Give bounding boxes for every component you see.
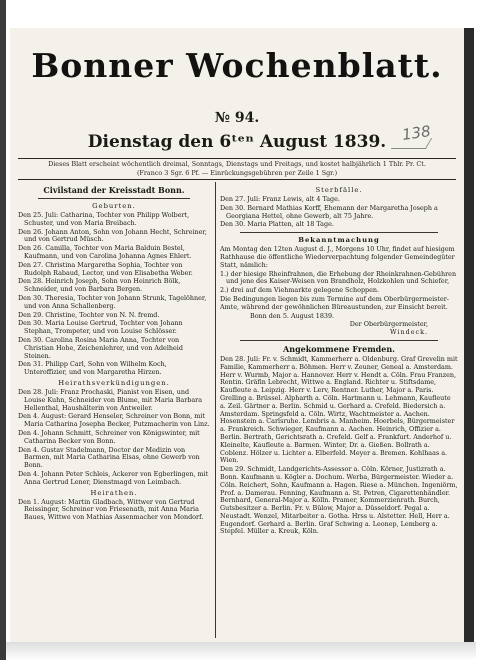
scan-edge (0, 0, 6, 660)
header-rule (18, 158, 456, 159)
death-entry: Den 30. Bernard Mathias Korff, Ehemann der Margaretha Joseph a Georgiana Hettel, ohne Gewerb, alt 75 Jahre. (220, 203, 438, 220)
divider (240, 340, 438, 341)
banns-entry: Den 4. August: Gerard Henseler, Schreiner von Bonn, mit Maria Catharina Josepha Becker, Putzmacherin von Linz. (18, 412, 210, 429)
info-line-1: Dieses Blatt erscheint wöchentlich dreimal, Sonntags, Dienstags und Freitags, und kostet halbjährlich 1 Thlr. Pr. Ct. (48, 160, 426, 168)
birth-entry: Den 29. Christine, Tochter von N. N. fremd. (18, 310, 160, 319)
birth-entry: Den 30. Carolina Rosina Maria Anna, Tochter von Christian Hohe, Zeichenlehrer, und von Adelheid Steinen. (18, 335, 183, 360)
newspaper-page (10, 28, 474, 642)
info-rule (18, 179, 456, 180)
divider (38, 198, 190, 199)
death-entry: Den 30. Maria Platten, alt 18 Tage. (220, 220, 334, 229)
handwritten-note: 138 (400, 122, 432, 144)
divider (240, 232, 438, 233)
arrivals-title: Angekommene Fremden. (283, 343, 395, 354)
left-column (18, 184, 210, 638)
birth-entry: Den 25. Juli: Catharina, Tochter von Philipp Wolbert, Schuster, und von Maria Breibach. (18, 211, 190, 227)
banns-entry: Den 4. Gustav Stadelmann, Doctor der Medizin von Barmen, mit Maria Catharina Elsas, ohne Gewerb von Bonn. (18, 445, 200, 470)
notice-title: Bekanntmachung (298, 236, 380, 245)
notice-body: Am Montag den 12ten August d. J., Morgens 10 Uhr, findet auf hiesigem Rathhause die öffentliche Wiederverpachtung folgender Gemeindegüter Statt, nämlich: (220, 245, 455, 269)
marriage-entry: Den 1. August: Martin Gladbach, Wittwer von Gertrud Reissinger, Schreiner von Friesenath, mit Anna Maria Baues, Wittwe von Mathias Assenmacher von Mondorf. (18, 497, 204, 522)
column-divider (215, 182, 216, 638)
notice-tail: Die Bedingungen liegen bis zum Termine auf dem Oberbürgermeister-Amte, während der gewöhnlichen Büreaustunden, zur Einsicht bereit. (220, 294, 449, 311)
birth-entry: Den 26. Camilla, Tochter von Maria Balduin Bestel, Kaufmann, und von Carolina Johanna Agnes Ehlert. (18, 244, 192, 260)
banns-entry: Den 4. Johann Schmitt, Schreiner von Königswinter, mit Catharina Becker von Bonn. (18, 428, 200, 445)
notice-item: 1.) der hiesige Rheinfrahnen, die Erhebung der Rheinkrahnen-Gebühren und jene des Kaiser-Weisen von Brandholz, Holzkohlen und Schiefer, (220, 269, 457, 286)
arrivals-list-1: Den 28. Juli: Fr. v. Schmidt, Kammerherr a. Oldenburg. Graf Grevelin mit Familie, Kammerherr a. Böhmen. Herr v. Zeuner, Geneal a. Amsterdam. Herr v. Wurmb, Major a. Hannover. Herr v. Hendt a. Cöln. Frau Franzen, Rentin. Gräfin Lebrecht, Wittwe a. England. Richter u. Stiftsdame, Kaufleute a. Leipzig. Herr v. Lerv, Rentner. Luther, Major a. Paris. Grelling a. Brüssel. Alpharth a. Cöln. Hartmann u. Lehmann, Kaufleute a. Zeil. Gärtner a. Berlin. Schmid u. Gerhard a. Crefeld. Biedersich a. Amsterdam. Springsfeld a. Cöln. Wirtz, Wachtmeister a. Aachen. Hosenstein a. Carlsruhe. Lembris a. Manheim. Hoerbels, Bürgermeister a. Frankreich. Schwieger, Kaufmann a. Aachen. Heinrich, Offizier a. Berlin. Bertrath, Gerichtsrath a. Crefeld. Gelf a. Frankfurt. Anderhof u. Kleinelte, Kaufleute a. Barmen. Winter, Dr. a. Gießen. Bollrath a. Coblenz. Hölzer u. Lichter a. Elberfeld. Meyer a. Bremen. Kohlhaas a. Wien. (220, 354, 458, 465)
issue-number: № 94. (214, 110, 260, 126)
deaths-title: Sterbfälle. (315, 186, 363, 194)
birth-entry: Den 26. Johann Anton, Sohn von Johann Hecht, Schreiner, und von Gertrud Müsch. (18, 227, 207, 244)
right-column (220, 184, 458, 638)
births-title: Geburten. (92, 202, 136, 210)
birth-entry: Den 30. Maria Louise Gertrud, Tochter von Johann Stephan, Trompeter, und von Louise Schlösser. (18, 319, 183, 336)
marriages-title: Heirathen. (90, 488, 138, 497)
signature-name: Windeck. (390, 328, 428, 337)
signature-title: Der Oberbürgermeister, (349, 320, 428, 329)
civil-register-title: Civilstand der Kreisstadt Bonn. (43, 185, 185, 195)
birth-entry: Den 31. Philipp Carl, Sohn von Wilhelm Koch, Unteroffizier, und von Margaretha Hirzen. (18, 360, 167, 377)
birth-entry: Den 30. Theresia, Tochter von Johann Strunk, Tagelöhner, und von Anna Schallenberg. (18, 293, 207, 310)
notice-date: Bonn den 5. August 1839. (250, 311, 335, 320)
issue-date: Dienstag den 6ᵗᵉⁿ August 1839. (87, 132, 387, 152)
banns-entry: Den 4. Johann Peter Schleis, Ackerer von Egberlingen, mit Anna Gertrud Lener, Dienstmagd von Leimbach. (18, 469, 209, 486)
arrivals-list-2: Den 29. Schmidt, Landgerichts-Assessor a. Cöln. Körner, Justizrath a. Bonn. Kaufmann u. Kögler a. Dochum. Werba, Bürgermeister. Wieder a. Cöln. Reichert, Sohn, Kaufmann a. Hagen. Riese a. München. Ingeniörm, Prof. a. Damerau. Fenning, Kaufmann a. St. Petren, Cigarettenhändler. Bernhard, General-Major a. Kölln. Pramer, Kommerzienrath. Burch, Gutsbesitzer a. Berlin. Fr. v. Bülow, Major a. Düsseldorf. Pegal a. Neustadt. Wenzel, Mitarbeiter a. Gotha. Hrss u. Alstetter. Hell, Herr a. Eugendorf. Gerhard a. Berlin. Graf Schwing a. Leonep, Lemberg a. Stepfel. Müller a. Kreuk, Köln. (220, 465, 458, 536)
death-entry: Den 27. Juli: Franz Lewis, alt 4 Tage. (220, 195, 340, 203)
birth-entry: Den 28. Heinrich Joseph, Sohn von Heinrich Bölk, Schneider, und von Barbara Bergen. (18, 277, 181, 294)
banns-entry: Den 28. Juli: Franz Prochaski, Pianist von Eisen, und Louise Kuhn, Schneider von Blume, mit Maria Barbara Hellenthal, Haushälterin von Antweiler. (18, 387, 203, 412)
info-line-2: (Franco 3 Sgr. 6 Pf. — Einrückungsgebühren per Zeile 1 Sgr.) (136, 169, 338, 177)
masthead: Bonner Wochenblatt. (31, 46, 443, 85)
birth-entry: Den 27. Christina Margaretha Sophia, Tochter von Rudolph Rabaud, Lector, und von Elisabetha Weber. (18, 260, 193, 277)
page-shadow (6, 642, 476, 660)
banns-title: Heirathsverkündigungen. (58, 378, 170, 387)
notice-item: 2.) drei auf dem Viehmarkte gelegene Schoppen. (220, 286, 380, 295)
